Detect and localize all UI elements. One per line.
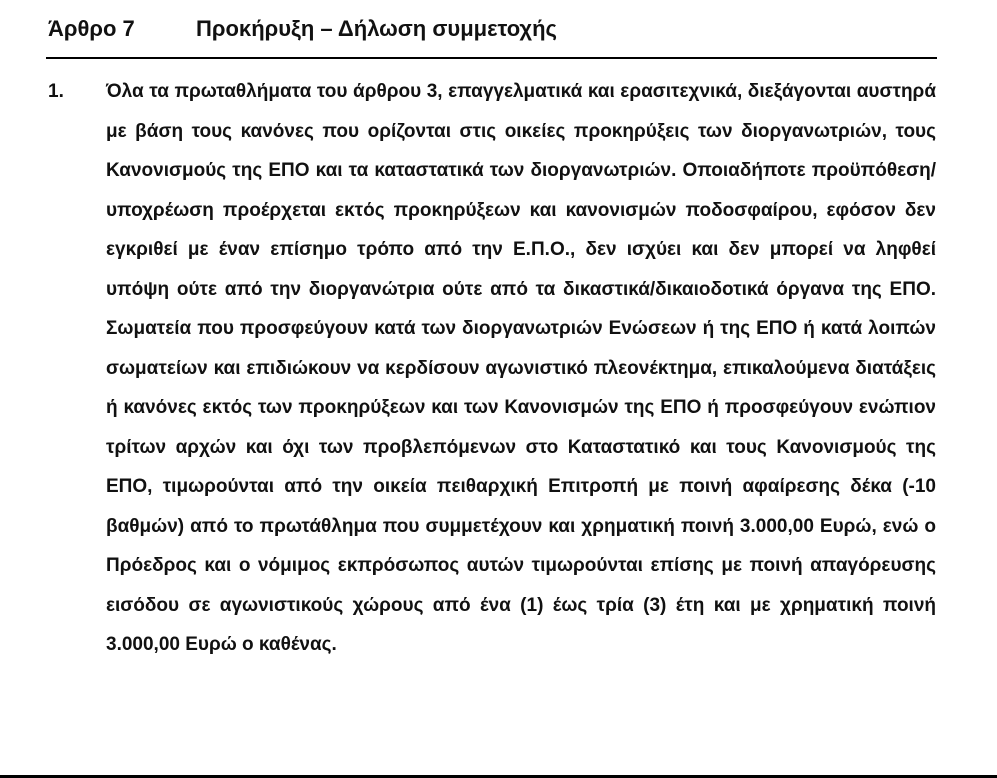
clause-number: 1. — [48, 81, 64, 102]
header-divider — [46, 57, 937, 59]
article-number: Άρθρο 7 — [48, 16, 135, 41]
article-title: Προκήρυξη – Δήλωση συμμετοχής — [196, 16, 557, 41]
article-header — [48, 14, 938, 44]
clause-text: Όλα τα πρωταθλήματα του άρθρου 3, επαγγελματικά και ερασιτεχνικά, διεξάγονται αυστηρά με βάση τους κανόνες που ορίζονται στις οικείες προκηρύξεις των διοργανωτριών, τους Κανονισμούς της ΕΠΟ και τα καταστατικά των διοργανωτριών. Οποιαδήποτε προϋπόθεση/υποχρέωση προέρχεται εκτός προκηρύξεων και κανονισμών ποδοσφαίρου, εφόσον δεν εγκριθεί με έναν επίσημο τρόπο από την Ε.Π.Ο., δεν ισχύει και δεν μπορεί να ληφθεί υπόψη ούτε από την διοργανώτρια ούτε από τα δικαστικά/δικαιοδοτικά όργανα της ΕΠΟ. Σωματεία που προσφεύγουν κατά των διοργανωτριών Ενώσεων ή της ΕΠΟ ή κατά λοιπών σωματείων και επιδιώκουν να κερδίσουν αγωνιστικό πλεονέκτημα, επικαλούμενα διατάξεις ή κανόνες εκτός των προκηρύξεων και των Κανονισμών της ΕΠΟ ή προσφεύγουν ενώπιον τρίτων αρχών και όχι των προβλεπόμενων στο Καταστατικό και τους Κανονισμούς της ΕΠΟ, τιμωρούνται από την οικεία πειθαρχική Επιτροπή με ποινή αφαίρεσης δέκα (-10 βαθμών) από το πρωτάθλημα που συμμετέχουν και χρηματική ποινή 3.000,00 Ευρώ, ενώ ο Πρόεδρος και ο νόμιμος εκπρόσωπος αυτών τιμωρούνται επίσης με ποινή απαγόρευσης εισόδου σε αγωνιστικούς χώρους από ένα (1) έως τρία (3) έτη και με χρηματική ποινή 3.000,00 Ευρώ ο καθένας. — [106, 81, 936, 655]
